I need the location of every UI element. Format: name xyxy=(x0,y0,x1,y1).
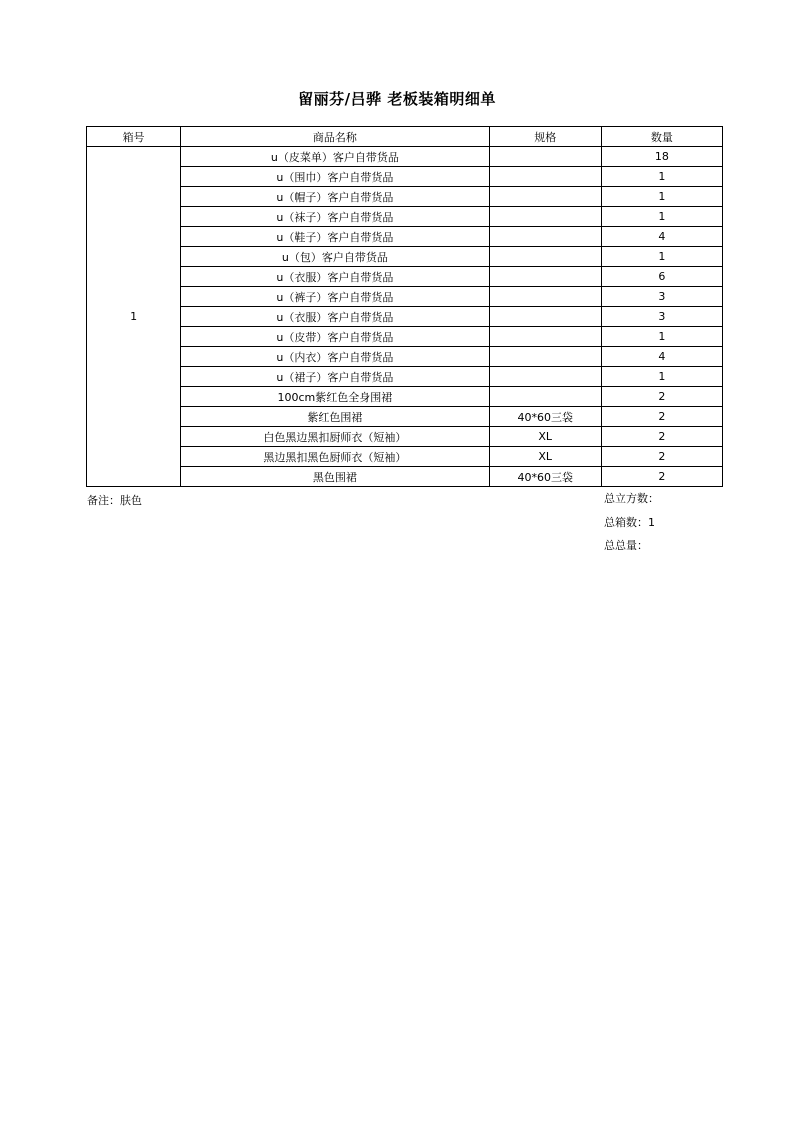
product-name-cell: 黑边黑扣黑色厨师衣（短袖） xyxy=(181,447,489,467)
quantity-cell: 2 xyxy=(601,447,722,467)
product-name-cell: u（鞋子）客户自带货品 xyxy=(181,227,489,247)
spec-cell xyxy=(489,267,601,287)
header-product-name: 商品名称 xyxy=(181,127,489,147)
table-row xyxy=(87,307,723,327)
spec-cell xyxy=(489,247,601,267)
document-title: 留丽芬/吕骅 老板装箱明细单 xyxy=(298,90,496,108)
quantity-cell: 18 xyxy=(601,147,722,167)
product-name-cell: 100cm紫红色全身围裙 xyxy=(181,387,489,407)
product-name-cell: u（袜子）客户自带货品 xyxy=(181,207,489,227)
table-row xyxy=(87,267,723,287)
quantity-cell: 3 xyxy=(601,307,722,327)
table-row xyxy=(87,447,723,467)
quantity-cell: 4 xyxy=(601,227,722,247)
spec-cell xyxy=(489,367,601,387)
quantity-cell: 1 xyxy=(601,187,722,207)
spec-cell xyxy=(489,167,601,187)
spec-cell: XL xyxy=(489,447,601,467)
table-row xyxy=(87,347,723,367)
table-row xyxy=(87,207,723,227)
spec-cell xyxy=(489,307,601,327)
quantity-cell: 6 xyxy=(601,267,722,287)
product-name-cell: 白色黑边黑扣厨师衣（短袖） xyxy=(181,427,489,447)
product-name-cell: 黑色围裙 xyxy=(181,467,489,487)
quantity-cell: 1 xyxy=(601,367,722,387)
quantity-cell: 1 xyxy=(601,247,722,267)
spec-cell xyxy=(489,147,601,167)
spec-cell xyxy=(489,327,601,347)
packing-list-table xyxy=(86,126,723,487)
total-weight: 总总量： xyxy=(604,539,648,552)
spec-cell xyxy=(489,187,601,207)
spec-cell xyxy=(489,347,601,367)
spec-cell xyxy=(489,227,601,247)
product-name-cell: u（衣服）客户自带货品 xyxy=(181,307,489,327)
header-spec: 规格 xyxy=(489,127,601,147)
product-name-cell: u（内衣）客户自带货品 xyxy=(181,347,489,367)
spec-cell: 40*60三袋 xyxy=(489,467,601,487)
remark-note: 备注：肤色 xyxy=(87,494,142,507)
quantity-cell: 2 xyxy=(601,387,722,407)
table-row xyxy=(87,367,723,387)
quantity-cell: 1 xyxy=(601,207,722,227)
table-header-row xyxy=(87,127,723,147)
product-name-cell: u（皮菜单）客户自带货品 xyxy=(181,147,489,167)
product-name-cell: u（衣服）客户自带货品 xyxy=(181,267,489,287)
product-name-cell: u（裤子）客户自带货品 xyxy=(181,287,489,307)
total-volume: 总立方数： xyxy=(604,492,659,505)
spec-cell xyxy=(489,387,601,407)
header-box-number: 箱号 xyxy=(87,127,181,147)
product-name-cell: u（围巾）客户自带货品 xyxy=(181,167,489,187)
quantity-cell: 1 xyxy=(601,327,722,347)
table-row xyxy=(87,167,723,187)
spec-cell: XL xyxy=(489,427,601,447)
spec-cell: 40*60三袋 xyxy=(489,407,601,427)
total-boxes: 总箱数：1 xyxy=(604,516,655,529)
table-row xyxy=(87,427,723,447)
quantity-cell: 2 xyxy=(601,467,722,487)
product-name-cell: u（皮带）客户自带货品 xyxy=(181,327,489,347)
table-row xyxy=(87,287,723,307)
spec-cell xyxy=(489,287,601,307)
quantity-cell: 2 xyxy=(601,407,722,427)
product-name-cell: u（包）客户自带货品 xyxy=(181,247,489,267)
product-name-cell: 紫红色围裙 xyxy=(181,407,489,427)
header-quantity: 数量 xyxy=(601,127,722,147)
table-row xyxy=(87,407,723,427)
quantity-cell: 2 xyxy=(601,427,722,447)
product-name-cell: u（帽子）客户自带货品 xyxy=(181,187,489,207)
table-row xyxy=(87,227,723,247)
table-row xyxy=(87,247,723,267)
table-row xyxy=(87,467,723,487)
quantity-cell: 4 xyxy=(601,347,722,367)
table-row xyxy=(87,147,723,167)
quantity-cell: 3 xyxy=(601,287,722,307)
table-row xyxy=(87,327,723,347)
product-name-cell: u（裙子）客户自带货品 xyxy=(181,367,489,387)
table-row xyxy=(87,187,723,207)
table-row xyxy=(87,387,723,407)
quantity-cell: 1 xyxy=(601,167,722,187)
spec-cell xyxy=(489,207,601,227)
box-number-cell: 1 xyxy=(87,147,181,487)
